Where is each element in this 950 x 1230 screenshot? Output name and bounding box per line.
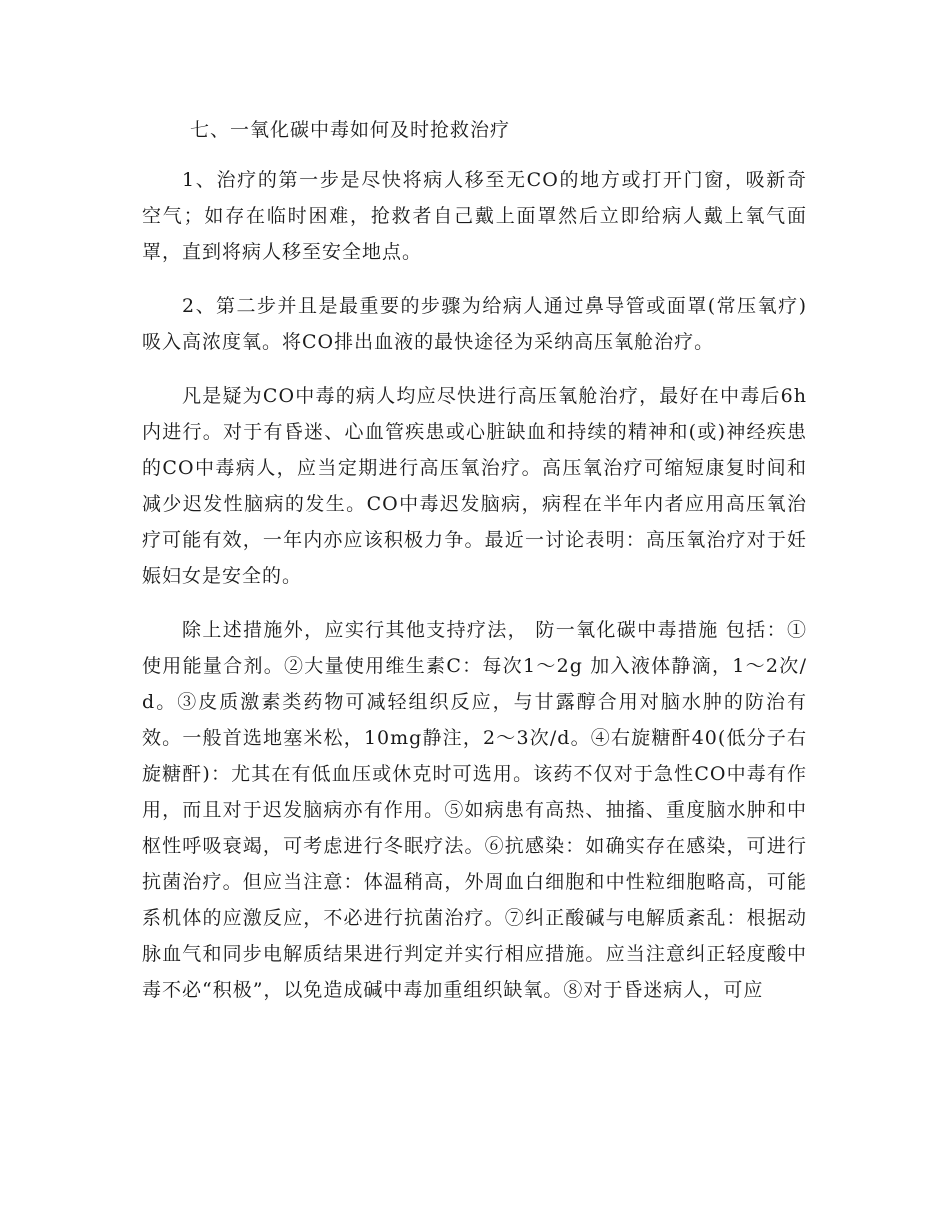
- document-body: [142, 112, 807, 1026]
- paragraph-step-two: 2、第二步并且是最重要的步骤为给病人通过鼻导管或面罩(常压氧疗)吸入高浓度氧。将CO排出血液的最快途径为采纳高压氧舱治疗。: [142, 295, 807, 353]
- paragraph-step-one: 1、治疗的第一步是尽快将病人移至无CO的地方或打开门窗，吸新奇空气；如存在临时困难，抢救者自己戴上面罩然后立即给病人戴上氧气面罩，直到将病人移至安全地点。: [142, 169, 807, 263]
- section-heading: 七、一氧化碳中毒如何及时抢救治疗: [190, 119, 511, 141]
- paragraph-supportive-therapy: 除上述措施外，应实行其他支持疗法， 防一氧化碳中毒措施 包括：①使用能量合剂。②大量使用维生素C：每次1～2g 加入液体静滴，1～2次/d。③皮质激素类药物可减轻组织反应，与甘露醇合用对脑水肿的防治有效。一般首选地塞米松，10mg静注，2～3次/d。④右旋糖酐40(低分子右旋糖酐)：尤其在有低血压或休克时可选用。该药不仅对于急性CO中毒有作用，而且对于迟发脑病亦有作用。⑤如病患有高热、抽搐、重度脑水肿和中枢性呼吸衰竭，可考虑进行冬眠疗法。⑥抗感染：如确实存在感染，可进行抗菌治疗。但应当注意：体温稍高，外周血白细胞和中性粒细胞略高，可能系机体的应激反应，不必进行抗菌治疗。⑦纠正酸碱与电解质紊乱：根据动脉血气和同步电解质结果进行判定并实行相应措施。应当注意纠正轻度酸中毒不必“积极”，以免造成碱中毒加重组织缺氧。⑧对于昏迷病人，可应: [142, 619, 807, 1001]
- paragraph-hyperbaric-oxygen: 凡是疑为CO中毒的病人均应尽快进行高压氧舱治疗，最好在中毒后6h内进行。对于有昏迷、心血管疾患或心脏缺血和持续的精神和(或)神经疾患的CO中毒病人，应当定期进行高压氧治疗。高压氧治疗可缩短康复时间和减少迟发性脑病的发生。CO中毒迟发脑病，病程在半年内者应用高压氧治疗可能有效，一年内亦应该积极力争。最近一讨论表明：高压氧治疗对于妊娠妇女是安全的。: [142, 385, 807, 587]
